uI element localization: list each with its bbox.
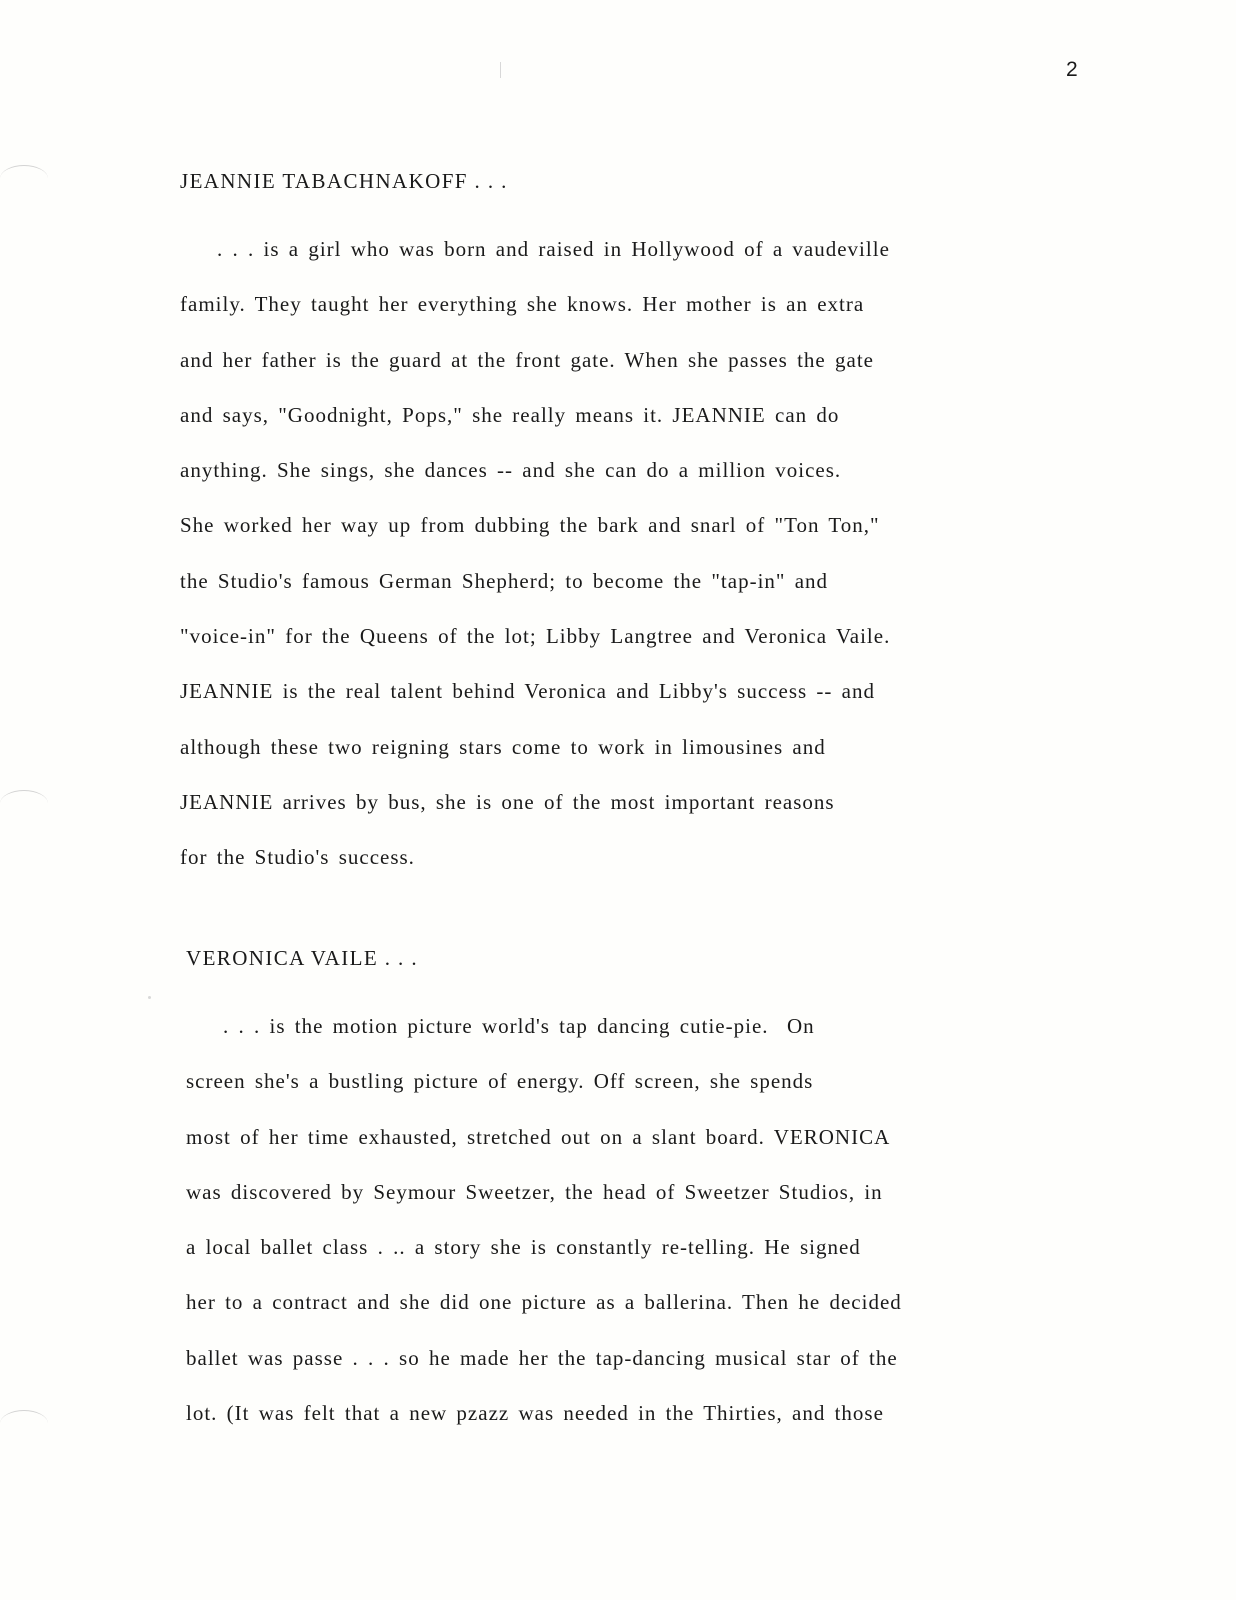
body-line: was discovered by Seymour Sweetzer, the head of Sweetzer Studios, in xyxy=(186,1179,883,1204)
body-line: "voice-in" for the Queens of the lot; Libby Langtree and Veronica Vaile. xyxy=(180,624,891,649)
section-body xyxy=(180,222,1080,886)
hole-punch-mark xyxy=(0,790,48,817)
hole-punch-mark xyxy=(0,165,48,192)
body-line: She worked her way up from dubbing the bark and snarl of "Ton Ton," xyxy=(180,513,880,538)
section-body xyxy=(186,999,1086,1441)
paper-speck xyxy=(148,996,151,999)
character-section-veronica xyxy=(186,944,1086,1441)
body-line: her to a contract and she did one picture as a ballerina. Then he decided xyxy=(186,1290,902,1315)
body-line: and says, "Goodnight, Pops," she really means it. JEANNIE can do xyxy=(180,402,840,427)
body-line: lot. (It was felt that a new pzazz was needed in the Thirties, and those xyxy=(186,1401,884,1426)
body-line: JEANNIE arrives by bus, she is one of the most important reasons xyxy=(180,789,835,814)
page-number: 2 xyxy=(1066,58,1079,81)
body-line: for the Studio's success. xyxy=(180,845,415,870)
hole-punch-mark xyxy=(0,1410,48,1437)
character-section-jeannie xyxy=(180,167,1080,886)
body-line: . . . is the motion picture world's tap dancing cutie-pie. On xyxy=(186,1014,815,1038)
body-line: ballet was passe . . . so he made her the tap-dancing musical star of the xyxy=(186,1345,898,1370)
body-line: although these two reigning stars come to work in limousines and xyxy=(180,734,826,759)
paper-speck xyxy=(500,62,501,78)
body-line: and her father is the guard at the front gate. When she passes the gate xyxy=(180,347,874,372)
body-line: a local ballet class . .. a story she is constantly re-telling. He signed xyxy=(186,1235,861,1260)
body-line: screen she's a bustling picture of energy. Off screen, she spends xyxy=(186,1069,814,1094)
body-line: JEANNIE is the real talent behind Veronica and Libby's success -- and xyxy=(180,679,875,704)
body-line: most of her time exhausted, stretched out on a slant board. VERONICA xyxy=(186,1124,891,1149)
body-line: anything. She sings, she dances -- and she can do a million voices. xyxy=(180,458,842,483)
body-line: family. They taught her everything she knows. Her mother is an extra xyxy=(180,292,865,317)
section-heading: VERONICA VAILE . . . xyxy=(186,946,418,970)
section-heading: JEANNIE TABACHNAKOFF . . . xyxy=(180,169,508,193)
body-line: . . . is a girl who was born and raised in Hollywood of a vaudeville xyxy=(180,237,890,261)
body-line: the Studio's famous German Shepherd; to become the "tap-in" and xyxy=(180,568,829,593)
